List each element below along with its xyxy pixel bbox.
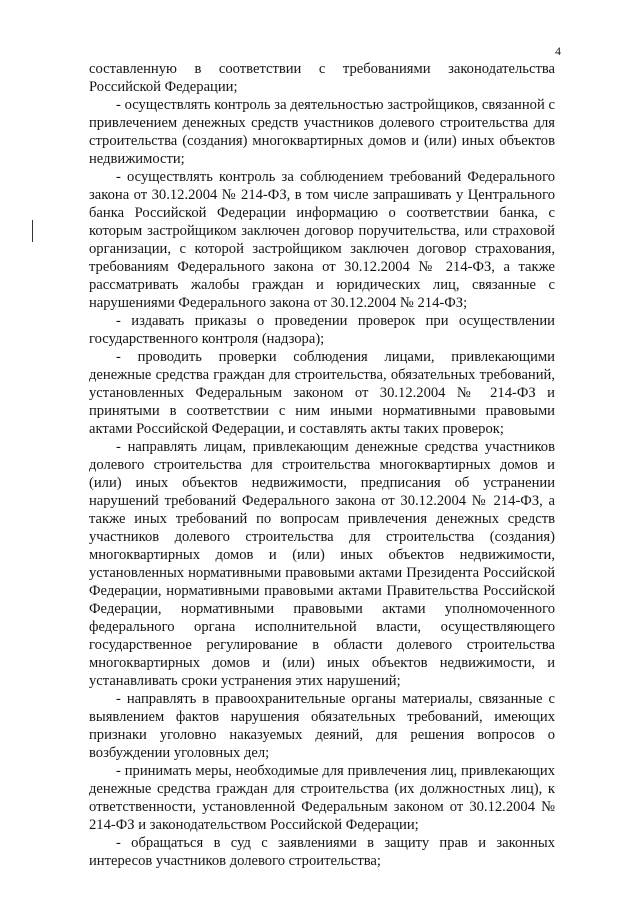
document-body [89, 60, 555, 870]
paragraph-continuation: составленную в соответствии с требованиями законодательства Российской Федерации; [89, 61, 555, 95]
list-item: - направлять в правоохранительные органы материалы, связанные с выявлением фактов нарушения обязательных требований, имеющих признаки уголовно наказуемых деяний, для решения вопросов о возбуждении уголовных дел; [89, 691, 555, 761]
list-item: - направлять лицам, привлекающим денежные средства участников долевого строительства для строительства многоквартирных домов и (или) иных объектов недвижимости, предписания об устранении нарушений требований Федерального закона от 30.12.2004 № 214-ФЗ, а также иных требований по вопросам привлечения денежных средств участников долевого строительства для строительства (создания) многоквартирных домов и (или) иных объектов недвижимости, установленных нормативными правовыми актами Президента Российской Федерации, нормативными правовыми актами Правительства Российской Федерации, нормативными правовыми актами уполномоченного федерального органа исполнительной власти, осуществляющего государственное регулирование в области долевого строительства многоквартирных домов и (или) иных объектов недвижимости, и устанавливать сроки устранения этих нарушений; [89, 439, 555, 689]
list-item: - осуществлять контроль за соблюдением требований Федерального закона от 30.12.2004 № 214-ФЗ, в том числе запрашивать у Центрального банка Российской Федерации информацию о соответствии банка, с которым застройщиком заключен договор поручительства, или страховой организации, с которой застройщиком заключен договор страхования, требованиям Федерального закона от 30.12.2004 № 214-ФЗ, а также рассматривать жалобы граждан и юридических лиц, связанные с нарушениями Федерального закона от 30.12.2004 № 214-ФЗ; [89, 169, 555, 311]
list-item: - проводить проверки соблюдения лицами, привлекающими денежные средства граждан для строительства, обязательных требований, установленных Федеральным законом от 30.12.2004 № 214-ФЗ и принятыми в соответствии с ним иными нормативными правовыми актами Российской Федерации, и составлять акты таких проверок; [89, 349, 555, 437]
list-item: - принимать меры, необходимые для привлечения лиц, привлекающих денежные средства граждан для строительства (их должностных лиц), к ответственности, установленной Федеральным законом от 30.12.2004 № 214-ФЗ и законодательством Российской Федерации; [89, 763, 555, 833]
list-item: - обращаться в суд с заявлениями в защиту прав и законных интересов участников долевого строительства; [89, 835, 555, 869]
page-number: 4 [555, 44, 561, 58]
margin-mark [32, 220, 33, 242]
list-item: - осуществлять контроль за деятельностью застройщиков, связанной с привлечением денежных средств участников долевого строительства для строительства (создания) многоквартирных домов и (или) иных объектов недвижимости; [89, 97, 555, 167]
list-item: - издавать приказы о проведении проверок при осуществлении государственного контроля (надзора); [89, 313, 555, 347]
